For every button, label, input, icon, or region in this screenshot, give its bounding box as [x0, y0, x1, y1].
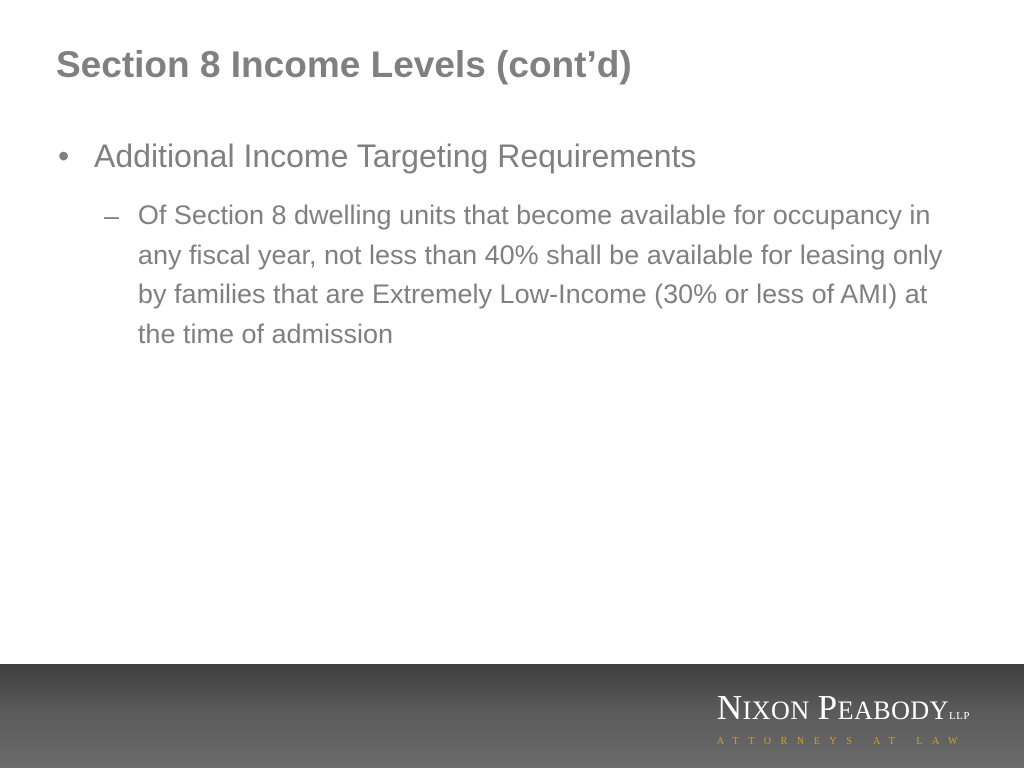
bullet-text: Additional Income Targeting Requirements	[94, 138, 697, 174]
firm-logo	[716, 688, 970, 747]
logo-firm-name	[716, 688, 970, 732]
sub-bullet-text: Of Section 8 dwelling units that become available for occupancy in any fiscal year, not less than 40% shall be available for leasing only by families that are Extremely Low-Income (30% or less of AMI) at the time of admission	[137, 200, 943, 349]
slide-title: Section 8 Income Levels (cont’d)	[56, 44, 632, 85]
dash-icon: –	[104, 201, 120, 231]
logo-n-initial: N	[716, 688, 743, 727]
logo-tagline: ATTORNEYS AT LAW	[716, 736, 968, 747]
logo-p-initial: P	[817, 688, 838, 727]
slide-content	[56, 136, 956, 354]
footer-band	[0, 664, 1024, 768]
logo-llp: LLP	[948, 710, 970, 722]
bullet-icon: •	[58, 138, 70, 174]
logo-p-rest: EABODY	[837, 696, 949, 725]
bullet-item	[56, 136, 956, 176]
logo-n-rest: IXON	[742, 696, 810, 725]
sub-bullet-item	[56, 196, 956, 354]
